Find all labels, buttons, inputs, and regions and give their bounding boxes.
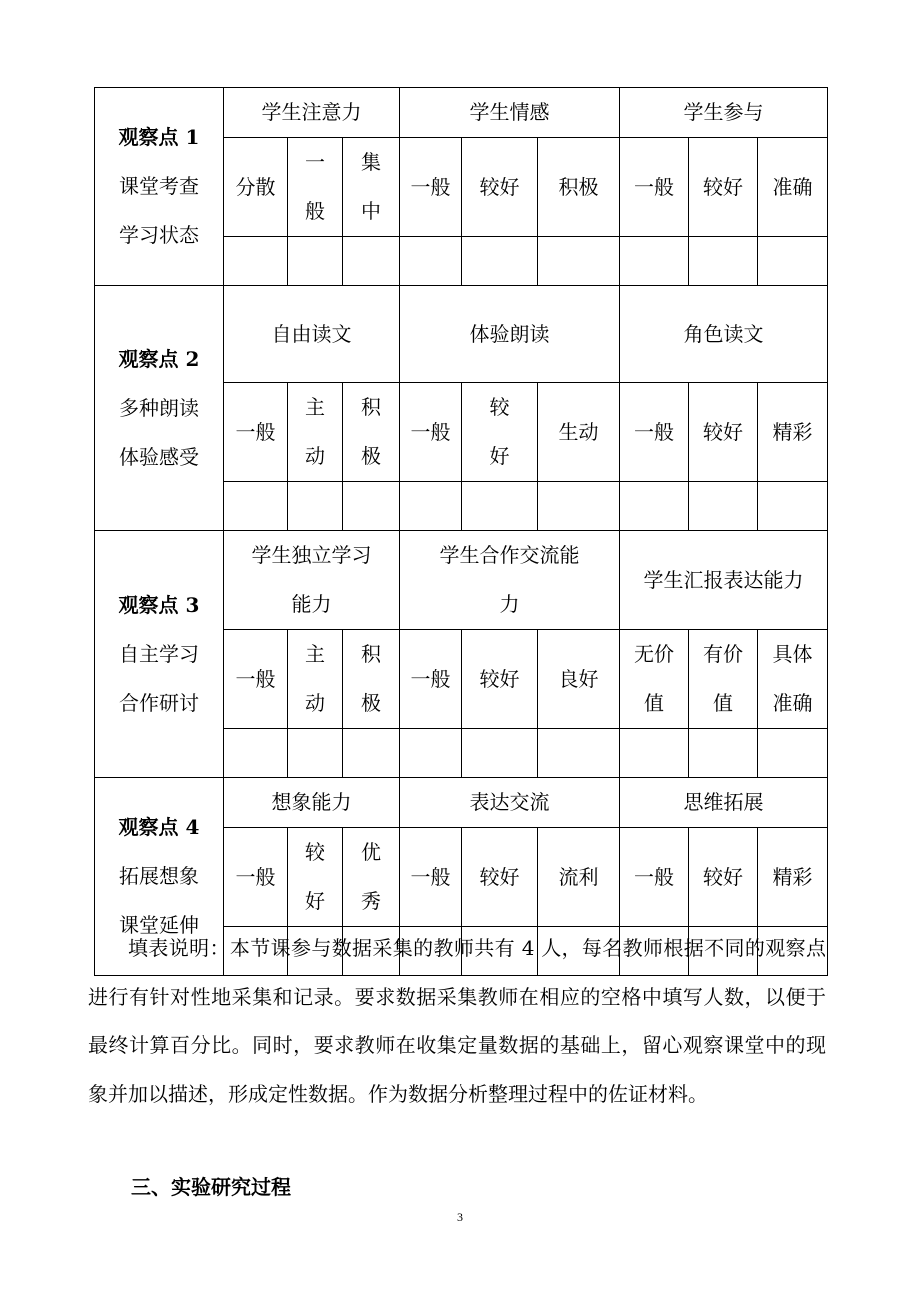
observation-point-title: 观察点 1 [118,125,200,149]
group-heading [620,88,828,138]
observation-point-desc: 自主学习 [119,641,199,666]
option-label: 较 [489,395,510,419]
count-entry-cell[interactable] [343,729,400,778]
option-label: 较好 [479,666,520,691]
observation-point-desc: 体验感受 [119,444,199,469]
option-label: 动 [305,444,325,468]
group-heading [224,778,400,828]
option-label: 中 [361,199,381,223]
option-cell [400,138,462,237]
group-heading [620,778,828,828]
observation-point-desc: 多种朗读 [119,395,199,420]
observation-point-desc: 课堂延伸 [119,913,199,937]
count-entry-cell[interactable] [343,482,400,531]
option-cell [288,828,343,927]
group-heading-line: 能力 [291,592,332,616]
option-cell [400,383,462,482]
option-label: 好 [305,889,325,913]
observation-point-label [95,286,224,531]
count-entry-cell[interactable] [689,729,758,778]
option-label: 动 [305,691,325,715]
option-label: 良好 [558,666,599,691]
option-label: 有价 [703,642,743,666]
count-entry-cell[interactable] [288,482,343,531]
count-entry-cell[interactable] [462,729,538,778]
group-heading-line: 体验朗读 [469,321,550,346]
option-cell [538,383,620,482]
option-cell [758,383,828,482]
count-entry-cell[interactable] [462,237,538,286]
group-heading-line: 力 [499,592,520,616]
observation-point-desc: 拓展想象 [119,864,199,888]
group-heading [400,778,620,828]
observation-point-desc: 课堂考查 [119,174,199,198]
option-cell [343,828,400,927]
option-cell [689,630,758,729]
option-label: 优 [361,840,381,864]
option-label: 准确 [772,174,813,199]
option-cell [689,828,758,927]
page-number: 3 [457,1210,463,1224]
option-cell [343,138,400,237]
option-cell [758,630,828,729]
option-cell [758,828,828,927]
option-label: 一 [305,150,325,174]
count-entry-cell[interactable] [400,482,462,531]
option-cell [689,138,758,237]
group-heading [224,286,400,383]
section-heading: 三、实验研究过程 [131,1175,291,1199]
group-heading [224,531,400,630]
option-cell [224,383,288,482]
option-label: 较好 [479,864,520,889]
observation-point-desc: 学习状态 [119,223,199,247]
option-cell [758,138,828,237]
group-heading-line: 学生参与 [683,100,764,124]
group-heading [400,531,620,630]
group-heading [620,531,828,630]
option-label: 主 [305,395,325,419]
option-label: 好 [489,444,510,468]
observation-table [94,87,828,976]
count-entry-cell[interactable] [538,237,620,286]
option-cell [462,383,538,482]
option-label: 一般 [410,864,451,889]
option-label: 无价 [634,642,674,666]
option-cell [620,630,689,729]
option-cell [224,828,288,927]
option-label: 准确 [772,691,813,715]
count-entry-cell[interactable] [620,729,689,778]
group-heading-line: 学生合作交流能 [439,543,580,567]
count-entry-cell[interactable] [538,729,620,778]
group-heading-line: 思维拓展 [683,790,764,814]
option-label: 一般 [235,419,276,444]
group-heading-line: 学生注意力 [261,100,362,124]
observation-point-desc: 合作研讨 [119,690,199,715]
option-label: 积极 [558,174,599,199]
option-cell [400,828,462,927]
group-heading [400,286,620,383]
option-cell [288,138,343,237]
count-entry-cell[interactable] [462,482,538,531]
option-label: 一般 [634,419,674,444]
count-entry-cell[interactable] [224,729,288,778]
option-cell [462,630,538,729]
option-label: 积 [361,642,381,666]
option-cell [620,138,689,237]
option-label: 一般 [410,174,451,199]
option-cell [288,630,343,729]
option-label: 一般 [634,864,674,889]
group-heading [620,286,828,383]
option-label: 精彩 [772,864,813,889]
count-entry-cell[interactable] [758,729,828,778]
observation-point-title: 观察点 3 [118,592,200,617]
group-heading-line: 表达交流 [469,790,550,814]
count-entry-cell[interactable] [689,237,758,286]
option-cell [343,630,400,729]
option-label: 较好 [703,864,743,889]
group-heading-line: 自由读文 [271,321,352,346]
option-label: 一般 [634,174,674,199]
option-cell [620,828,689,927]
option-label: 较 [305,840,325,864]
option-cell [538,828,620,927]
option-label: 较好 [479,174,520,199]
count-entry-cell[interactable] [343,237,400,286]
group-heading-line: 想象能力 [271,790,352,814]
form-instructions: 填表说明：本节课参与数据采集的教师共有 4 人，每名教师根据不同的观察点进行有针对性地采集和记录。要求数据采集教师在相应的空格中填写人数，以便于最终计算百分比。同时，要求教师在收集定量数据的基础上，留心观察课堂中的现象并加以描述，形成定性数据。作为数据分析整理过程中的佐证材料。 [88,936,826,1106]
count-entry-cell[interactable] [620,482,689,531]
option-label: 集 [361,150,381,174]
option-cell [400,630,462,729]
option-cell [224,630,288,729]
option-cell [224,138,288,237]
option-label: 精彩 [772,419,813,444]
count-entry-cell[interactable] [620,237,689,286]
option-label: 较好 [703,419,743,444]
option-label: 一般 [410,419,451,444]
observation-point-label [95,88,224,286]
option-label: 极 [361,444,381,468]
option-label: 极 [361,691,381,715]
option-cell [462,828,538,927]
option-cell [538,138,620,237]
option-cell [462,138,538,237]
option-cell [620,383,689,482]
option-label: 流利 [558,864,599,889]
option-label: 秀 [361,889,381,913]
option-label: 较好 [703,174,743,199]
option-cell [538,630,620,729]
group-heading-line: 学生情感 [469,100,550,124]
count-entry-cell[interactable] [400,237,462,286]
option-label: 一般 [235,864,276,889]
count-entry-cell[interactable] [224,482,288,531]
count-entry-cell[interactable] [400,729,462,778]
option-cell [343,383,400,482]
count-entry-cell[interactable] [758,237,828,286]
observation-point-title: 观察点 2 [118,346,200,371]
option-label: 值 [713,691,733,715]
count-entry-cell[interactable] [758,482,828,531]
option-label: 般 [305,199,325,223]
count-entry-cell[interactable] [224,237,288,286]
count-entry-cell[interactable] [288,237,343,286]
group-heading [400,88,620,138]
option-label: 值 [644,691,664,715]
option-label: 具体 [772,642,813,666]
group-heading-line: 学生独立学习 [251,543,372,567]
option-label: 主 [305,642,325,666]
option-label: 一般 [235,666,276,691]
option-cell [288,383,343,482]
option-label: 积 [361,395,381,419]
option-label: 分散 [235,174,276,199]
option-label: 生动 [558,419,599,444]
count-entry-cell[interactable] [288,729,343,778]
group-heading-line: 学生汇报表达能力 [643,567,804,592]
observation-point-title: 观察点 4 [118,815,200,839]
observation-point-label [95,531,224,778]
count-entry-cell[interactable] [538,482,620,531]
group-heading [224,88,400,138]
option-label: 一般 [410,666,451,691]
group-heading-line: 角色读文 [683,321,764,346]
count-entry-cell[interactable] [689,482,758,531]
option-cell [689,383,758,482]
